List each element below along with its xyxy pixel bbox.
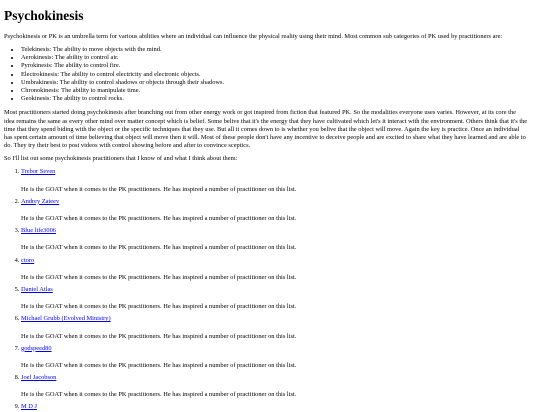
pk-type-item: • Chronokinesis: The ability to manipulate time.	[21, 87, 528, 95]
practitioner-link[interactable]: Blue life3006	[21, 227, 56, 235]
pk-type-item: • Aerokinesis: The ability to control air.	[21, 54, 528, 62]
practitioner-link[interactable]: M D J	[21, 403, 37, 411]
practitioner-link[interactable]: ctoro	[21, 256, 35, 264]
pk-type-item: • Telekinesis: The ability to move objects with the mind.	[21, 46, 528, 54]
list-intro: So I'll list out some psychokinesis practitioners that I know of and what I think about them:	[4, 155, 238, 163]
practitioner-description: He is the GOAT when it comes to the PK practitioners. He has inspired a number of practitioner on this list.	[21, 215, 297, 223]
practitioner-description: He is the GOAT when it comes to the PK practitioners. He has inspired a number of practitioner on this list.	[21, 273, 297, 281]
intro-paragraph: Psychokinesis or PK is an umbrella term for various abilities where an individual can influence the physical reality using their mind. Most common sub categories of PK used by practitioners are:	[4, 32, 503, 40]
practitioner-link[interactable]: Trebor Seven	[21, 168, 56, 176]
practitioner-link[interactable]: Daniel Atlas	[21, 285, 53, 293]
list-item	[21, 257, 528, 282]
pk-type-item: • Geokinesis: The ability to control rocks.	[21, 95, 528, 103]
pk-type-item: • Umbrakinesis: The ability to control shadows or objects through their shadows.	[21, 79, 528, 87]
practitioner-link[interactable]: Joel Jacobson	[21, 374, 57, 382]
practitioner-description: He is the GOAT when it comes to the PK practitioners. He has inspired a number of practitioner on this list.	[21, 391, 297, 399]
list-item	[21, 286, 528, 311]
practitioner-description: He is the GOAT when it comes to the PK practitioners. He has inspired a number of practitioner on this list.	[21, 244, 297, 252]
pk-type-item: • Electrokinesis: The ability to control electricity and electronic objects.	[21, 71, 528, 79]
practitioners-list	[4, 168, 528, 411]
practitioner-link[interactable]: godspeed80	[21, 344, 52, 352]
list-item	[21, 345, 528, 370]
practitioner-link[interactable]: Michael Grubb (Evolved Ministry)	[21, 315, 111, 323]
list-item	[21, 227, 528, 252]
pk-type-item: • Pyrokinesis: The ability to control fire.	[21, 62, 528, 70]
pk-types-list	[4, 46, 528, 103]
practitioner-description: He is the GOAT when it comes to the PK practitioners. He has inspired a number of practitioner on this list.	[21, 361, 297, 369]
page-title: Psychokinesis	[4, 8, 84, 23]
list-item	[21, 315, 528, 340]
list-item	[21, 198, 528, 223]
practitioner-description: He is the GOAT when it comes to the PK practitioners. He has inspired a number of practitioner on this list.	[21, 332, 297, 340]
list-item	[21, 374, 528, 399]
list-item	[21, 168, 528, 193]
practitioner-description: He is the GOAT when it comes to the PK practitioners. He has inspired a number of practitioner on this list.	[21, 303, 297, 311]
practitioner-link[interactable]: Andrey Zateev	[21, 197, 60, 205]
body-paragraph: Most practitioners started doing psychokinesis after branching out from other energy work or got inspired from fiction that featured PK. So the modalities everyone uses varies. However, at its core the idea remains the same as every other mind over matter concept which is belief. Some belive that it's the energy that they have cultivated which let's it interact with the environment. Others think that it's the time that they spend biding with the object or the specific techniques that they use. But all it comes down to is whether you belive that the object will move. Again the key is practice. Once an individual has spent certain amount of time believing that object will move then it will. Most of these people don't have any incentive to deceive people and are excited to share what they have learned and are able to do. They try their best to post videos with control showing before and after to convince sceptics.	[4, 109, 528, 150]
practitioner-description: He is the GOAT when it comes to the PK practitioners. He has inspired a number of practitioner on this list.	[21, 185, 297, 193]
